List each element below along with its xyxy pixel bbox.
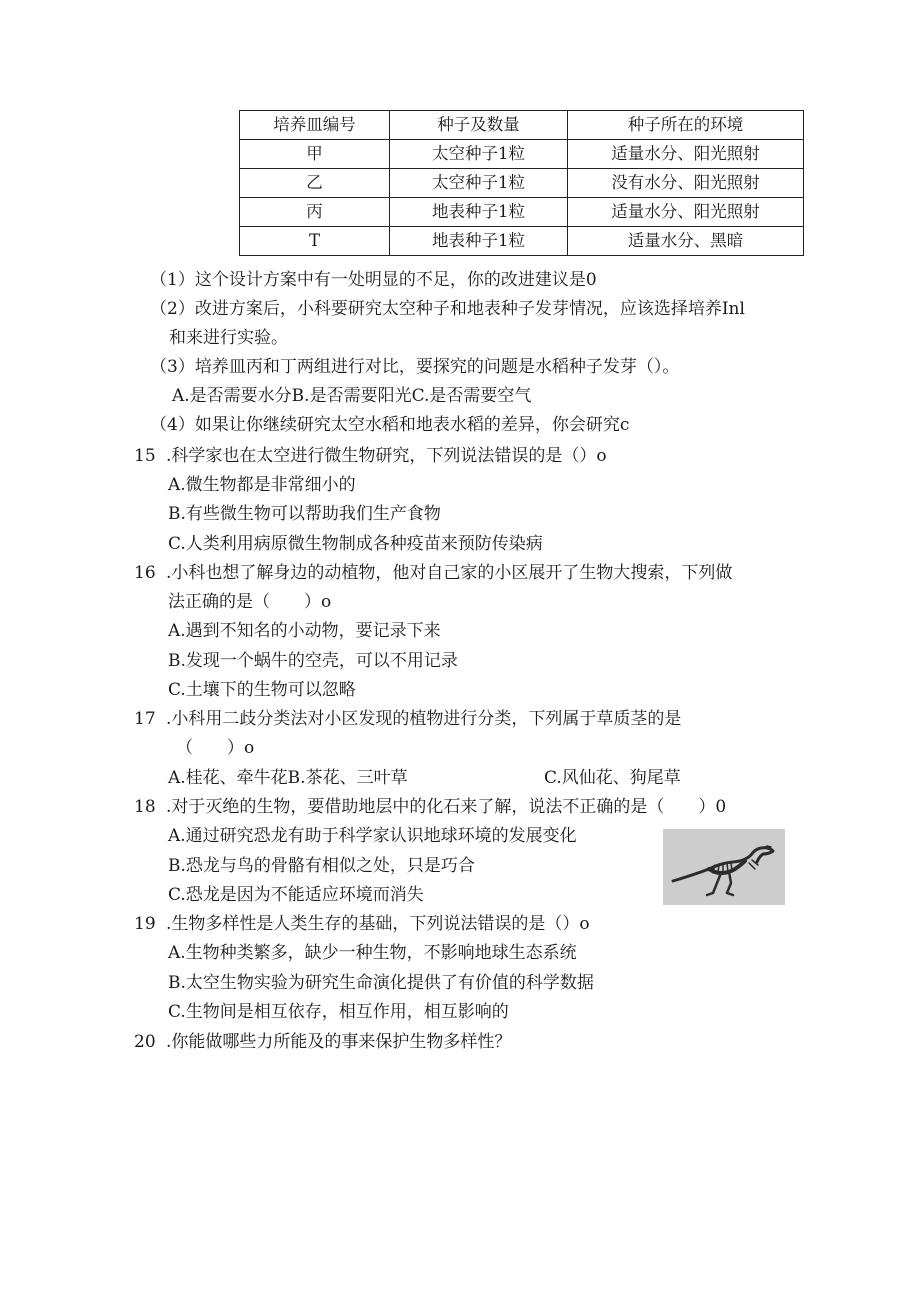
- question-stem-continued: 法正确的是（ ）o: [168, 592, 332, 612]
- table-cell: 地表种子1粒: [390, 198, 568, 227]
- option-b: B.太空生物实验为研究生命演化提供了有价值的科学数据: [168, 973, 594, 993]
- question-stem: .小科用二歧分类法对小区发现的植物进行分类，下列属于草质茎的是: [166, 709, 682, 729]
- question-number: 15: [134, 446, 156, 466]
- table-cell: 丙: [240, 198, 390, 227]
- experiment-table: [239, 110, 804, 256]
- option-c: C.生物间是相互依存，相互作用，相互影响的: [168, 1002, 509, 1022]
- subquestion-3: （3）培养皿丙和丁两组进行对比，要探究的问题是水稻种子发芽（）。: [150, 357, 680, 377]
- dinosaur-skeleton-icon: [663, 829, 785, 905]
- question-number: 18: [134, 797, 156, 817]
- option-b: B.有些微生物可以帮助我们生产食物: [168, 504, 441, 524]
- question-number: 20: [134, 1032, 156, 1052]
- table-cell: 没有水分、阳光照射: [568, 169, 804, 198]
- dinosaur-fossil-image: [663, 829, 785, 905]
- table-header: 种子所在的环境: [568, 111, 804, 140]
- option-a: A.通过研究恐龙有助于科学家认识地球环境的发展变化: [168, 826, 577, 846]
- question-stem: .生物多样性是人类生存的基础，下列说法错误的是（）o: [166, 914, 590, 934]
- question-stem: .科学家也在太空进行微生物研究，下列说法错误的是（）o: [166, 446, 607, 466]
- option-a-b: A.桂花、牵牛花B.茶花、三叶草: [168, 768, 408, 788]
- table-row: [240, 140, 804, 169]
- table-row: [240, 169, 804, 198]
- table-row: [240, 227, 804, 256]
- table-cell: T: [240, 227, 390, 256]
- table-row: [240, 198, 804, 227]
- table-cell: 地表种子1粒: [390, 227, 568, 256]
- subquestion-2-continued: 和来进行实验。: [169, 328, 288, 348]
- question-stem: .你能做哪些力所能及的事来保护生物多样性？: [166, 1032, 512, 1052]
- question-number: 19: [134, 914, 156, 934]
- option-c: C.土壤下的生物可以忽略: [168, 680, 356, 700]
- option-b: B.发现一个蜗牛的空壳，可以不用记录: [168, 651, 458, 671]
- subquestion-2: （2）改进方案后，小科要研究太空种子和地表种子发芽情况，应该选择培养Inl: [150, 299, 745, 319]
- option-c: C.恐龙是因为不能适应环境而消失: [168, 885, 424, 905]
- table-cell: 甲: [240, 140, 390, 169]
- subquestion-1: （1）这个设计方案中有一处明显的不足，你的改进建议是0: [150, 270, 597, 290]
- option-a: A.生物种类繁多，缺少一种生物，不影响地球生态系统: [168, 943, 577, 963]
- question-stem: .对于灭绝的生物，要借助地层中的化石来了解，说法不正确的是（ ）0: [166, 797, 727, 817]
- table-header: 种子及数量: [390, 111, 568, 140]
- table-cell: 适量水分、阳光照射: [568, 198, 804, 227]
- table-header-row: [240, 111, 804, 140]
- option-b: B.恐龙与鸟的骨骼有相似之处，只是巧合: [168, 856, 475, 876]
- option-c: C.风仙花、狗尾草: [544, 768, 681, 788]
- option-a: A.微生物都是非常细小的: [168, 475, 356, 495]
- table-cell: 太空种子1粒: [390, 140, 568, 169]
- question-stem-continued: （ ）o: [176, 738, 255, 758]
- question-stem: .小科也想了解身边的动植物，他对自己家的小区展开了生物大搜索，下列做: [166, 563, 733, 583]
- table-cell: 适量水分、阳光照射: [568, 140, 804, 169]
- question-number: 16: [134, 563, 156, 583]
- option-c: C.人类利用病原微生物制成各种疫苗来预防传染病: [168, 534, 543, 554]
- table-header: 培养皿编号: [240, 111, 390, 140]
- table-cell: 乙: [240, 169, 390, 198]
- subquestion-3-options: A.是否需要水分B.是否需要阳光C.是否需要空气: [172, 386, 532, 406]
- subquestion-4: （4）如果让你继续研究太空水稻和地表水稻的差异，你会研究c: [150, 415, 630, 435]
- question-number: 17: [134, 709, 156, 729]
- table-cell: 适量水分、黑暗: [568, 227, 804, 256]
- table-cell: 太空种子1粒: [390, 169, 568, 198]
- option-a: A.遇到不知名的小动物，要记录下来: [168, 621, 441, 641]
